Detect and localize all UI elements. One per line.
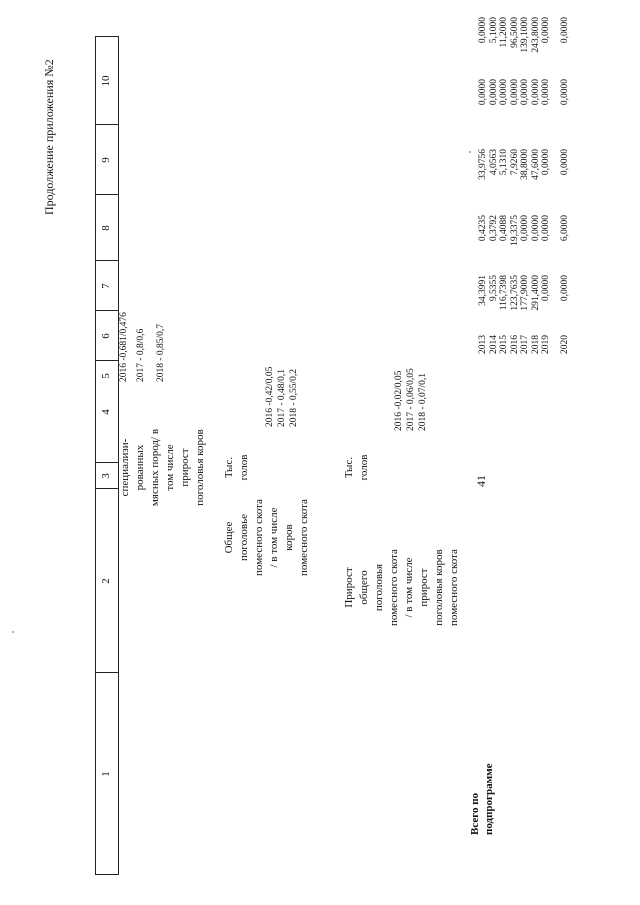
header-top-border <box>95 37 96 875</box>
column-number-4: 4 <box>100 409 112 415</box>
unit-cell <box>342 445 372 490</box>
column-number-3: 3 <box>100 473 112 479</box>
plan-line: 2017 - 0,06/0,05 <box>406 368 416 431</box>
value-cell: 123,7635 <box>509 275 520 311</box>
value-cell: 7,9260 <box>509 149 520 176</box>
year-cell: 2017 <box>520 335 530 354</box>
year-column <box>478 335 570 369</box>
value-cell: 0,0000 <box>541 17 551 44</box>
value-cell: 139,1000 <box>520 17 530 53</box>
column-divider <box>95 124 119 125</box>
column-number-7: 7 <box>100 283 112 289</box>
plan-line: 2018 - 0,85/0,7 <box>156 323 166 382</box>
scan-speck <box>12 631 14 633</box>
plan-values <box>264 367 300 427</box>
column-number-2: 2 <box>100 578 112 584</box>
value-cell: 0,4088 <box>499 215 509 242</box>
column-divider <box>95 874 119 875</box>
column-number-10: 10 <box>100 75 112 87</box>
value-cell: 243,8000 <box>530 17 541 53</box>
indicator-line: рованных <box>134 444 146 491</box>
plan-line: 2018 - 0,07/0,1 <box>418 372 428 431</box>
value-cell: 0,0000 <box>478 17 488 44</box>
column-divider <box>95 462 119 463</box>
unit-line: Тыс. <box>343 456 355 479</box>
total-label <box>468 763 496 835</box>
plan-line: 2016 -0,02/0,05 <box>394 370 404 431</box>
indicator-cell <box>118 395 208 540</box>
column-divider <box>95 310 119 311</box>
value-cell: 0,0000 <box>559 17 570 44</box>
plan-line: 2016 -0,42/0,05 <box>265 366 275 427</box>
value-cell: 0,0000 <box>520 79 530 106</box>
value-cell: 5,1000 <box>488 17 499 44</box>
col9-values <box>478 79 570 135</box>
plan-values <box>118 312 167 382</box>
value-cell: 0,0000 <box>478 79 488 106</box>
col6-values <box>478 275 570 331</box>
year-cell: 2015 <box>499 335 509 354</box>
year-cell: 2013 <box>478 335 488 354</box>
column-number-8: 8 <box>100 225 112 231</box>
indicator-line: помесного скота <box>253 499 265 576</box>
column-number-1: 1 <box>100 771 112 777</box>
column-divider <box>95 36 119 37</box>
value-cell: 19,3375 <box>509 215 520 246</box>
value-cell: 0,0000 <box>559 149 570 176</box>
value-cell: 0,0000 <box>499 79 509 106</box>
indicator-line: Прирост <box>343 567 355 608</box>
indicator-line: мясных пород/ в <box>149 428 161 507</box>
indicator-line: прирост <box>179 448 191 487</box>
value-cell: 0,4235 <box>478 215 488 242</box>
page-number: 41 <box>474 475 488 487</box>
plan-line: 2017 - 0,8/0,6 <box>136 328 146 382</box>
value-cell: 0,0000 <box>541 79 551 106</box>
indicator-line: поголовья <box>373 563 385 612</box>
indicator-line: помесного скота <box>298 499 310 576</box>
value-cell: 0,0000 <box>530 215 541 242</box>
plan-line: 2016 -0,681/0,476 <box>119 312 129 382</box>
value-cell: 0,0000 <box>559 79 570 106</box>
value-cell: 0,0000 <box>559 275 570 302</box>
unit-line: голов <box>358 454 370 481</box>
column-divider <box>95 260 119 261</box>
value-cell: 34,3991 <box>478 275 488 306</box>
value-cell: 177,9000 <box>520 275 530 311</box>
scan-speck <box>469 151 471 153</box>
indicator-line: поголовье <box>238 513 250 562</box>
year-cell: 2019 <box>541 335 551 354</box>
plan-line: 2017 - 0,48/0,1 <box>277 368 287 427</box>
col10-values <box>478 17 570 79</box>
appendix-caption: Продолжение приложения №2 <box>42 59 56 215</box>
value-cell: 116,7398 <box>499 275 509 311</box>
column-divider <box>95 194 119 195</box>
value-cell: 38,8000 <box>520 149 530 180</box>
indicator-line: поголовья коров <box>433 549 445 626</box>
value-cell: 0,0000 <box>488 79 499 106</box>
col8-values <box>478 149 570 205</box>
column-number-5: 5 <box>100 373 112 379</box>
value-cell: 291,4000 <box>530 275 541 311</box>
col7-values <box>478 215 570 271</box>
indicator-cell <box>342 515 462 660</box>
value-cell: 0,0000 <box>541 275 551 302</box>
value-cell: 0,0000 <box>541 215 551 242</box>
value-cell: 9,5355 <box>488 275 499 302</box>
value-cell: 11,2000 <box>499 17 509 48</box>
indicator-line: Общее <box>223 521 235 554</box>
indicator-line: общего <box>358 570 370 605</box>
plan-line: 2018 - 0,55/0,2 <box>289 368 299 427</box>
unit-line: голов <box>238 454 250 481</box>
value-cell: 0,0000 <box>530 79 541 106</box>
value-cell: 0,0000 <box>509 79 520 106</box>
value-cell: 0,0000 <box>520 215 530 242</box>
column-divider <box>95 360 119 361</box>
indicator-line: / в том числе <box>268 507 280 568</box>
year-cell: 2016 <box>509 335 520 354</box>
value-cell: 6,0000 <box>559 215 570 242</box>
total-label-line: Всего по <box>469 792 481 835</box>
year-cell: 2018 <box>530 335 541 354</box>
indicator-line: / в том числе <box>403 557 415 618</box>
indicator-line: помесного скота <box>448 549 460 626</box>
indicator-line: специализи- <box>119 438 131 497</box>
indicator-line: поголовья коров <box>194 429 206 506</box>
column-number-6: 6 <box>100 333 112 339</box>
column-divider <box>95 672 119 673</box>
total-label-line: подпрограмме <box>483 763 495 835</box>
year-cell: 2014 <box>488 335 499 354</box>
unit-line: Тыс. <box>223 456 235 479</box>
value-cell: 0,0000 <box>541 149 551 176</box>
plan-values <box>393 368 429 431</box>
indicator-line: прирост <box>418 568 430 607</box>
unit-cell <box>222 445 252 490</box>
indicator-line: коров <box>283 524 295 551</box>
indicator-line: том числе <box>164 444 176 491</box>
value-cell: 47,6000 <box>530 149 541 180</box>
value-cell: 33,9756 <box>478 149 488 180</box>
year-cell: 2020 <box>559 335 570 354</box>
indicator-line: помесного скота <box>388 549 400 626</box>
column-divider <box>95 488 119 489</box>
column-number-9: 9 <box>100 157 112 163</box>
value-cell: 0,3792 <box>488 215 499 242</box>
value-cell: 4,0563 <box>488 149 499 176</box>
value-cell: 5,1310 <box>499 149 509 176</box>
value-cell: 96,5000 <box>509 17 520 48</box>
